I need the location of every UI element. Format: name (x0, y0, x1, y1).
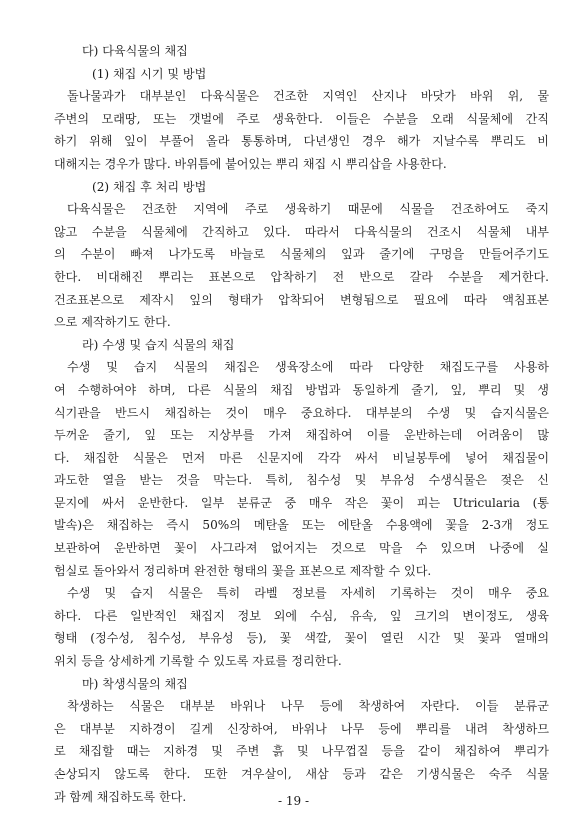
paragraph-line: 두꺼운 줄기, 잎 또는 지상부를 가져 채집하여 이를 운반하는데 어려움이 많 (54, 428, 549, 443)
paragraph-line: 형태 (정수성, 침수성, 부유성 등), 꽃 색깔, 꽃이 열린 시간 및 꽃과 열매의 (54, 631, 549, 646)
paragraph-line: 대해지는 경우가 많다. 바위틈에 붙어있는 뿌리 채집 시 뿌리삽을 사용한다. (54, 156, 447, 171)
paragraph-line: 수생 및 습지 식물은 특히 라벨 정보를 자세히 기록하는 것이 매우 중요 (67, 586, 549, 601)
page-number: - 19 - (277, 794, 309, 808)
paragraph-line: 로 채집할 때는 지하경 및 주변 흙 및 나무껍질 등을 같이 채집하여 뿌리가 (54, 744, 549, 759)
paragraph-line: 험실로 돌아와서 정리하며 완전한 형태의 꽃을 표본으로 제작할 수 있다. (54, 563, 432, 578)
paragraph-line: 손상되지 않도록 한다. 또한 겨우살이, 새삼 등과 같은 기생식물은 숙주 식물 (54, 767, 549, 781)
page-content (54, 40, 549, 808)
paragraph-line: 다육식물은 건조한 지역에 주로 생육하기 때문에 식물을 건조하여도 죽지 (67, 202, 549, 217)
paragraph-line: 의 수분이 빠져 나가도록 바늘로 식물체의 잎과 줄기에 구멍을 만들어주기도 (54, 247, 549, 262)
paragraph-line: 보관하여 운반하면 꽃이 사그라져 없어지는 것으로 막을 수 있으며 나중에 실 (54, 541, 549, 556)
paragraph-line: 과 함께 채집하도록 한다. (54, 789, 187, 804)
paragraph-line: 주변의 모래땅, 또는 갯벌에 주로 생육한다. 이들은 수분을 오래 식물체에 간직 (54, 111, 549, 126)
paragraph-line: 한다. 비대해진 뿌리는 표본으로 압착하기 전 반으로 갈라 수분을 제거한다. (54, 269, 549, 284)
paragraph-line: 수생 및 습지 식물의 채집은 생육장소에 따라 다양한 채집도구를 사용하 (67, 360, 549, 375)
subheading-collection-method: (1) 채집 시기 및 방법 (92, 66, 207, 81)
paragraph-line: 여 수행하여야 하며, 다른 식물의 채집 방법과 동일하게 줄기, 잎, 뿌리 및 생 (54, 382, 549, 397)
paragraph-line: 하다. 다른 일반적인 채집지 정보 외에 수심, 유속, 잎 크기의 변이정도, 생육 (54, 608, 549, 623)
paragraph-line: 다. 채집한 식물은 먼저 마른 신문지에 각각 싸서 비닐봉투에 넣어 채집물이 (54, 450, 549, 465)
paragraph-line: 식기관을 반드시 채집하는 것이 매우 중요하다. 대부분의 수생 및 습지식물은 (54, 405, 549, 420)
paragraph-line: 건조표본으로 제작시 잎의 형태가 압착되어 변형됨으로 필요에 따라 액침표본 (54, 292, 549, 307)
section-heading-epiphyte: 마) 착생식물의 채집 (82, 676, 188, 691)
paragraph-line: 위치 등을 상세하게 기록할 수 있도록 자료를 정리한다. (54, 654, 342, 669)
paragraph-line: 문지에 싸서 운반한다. 일부 분류군 중 매우 작은 꽃이 피는 Utricularia (통 (54, 495, 549, 510)
paragraph-line: 으로 제작하기도 한다. (54, 315, 171, 330)
paragraph-line: 돌나물과가 대부분인 다육식물은 건조한 지역인 산지나 바닷가 바위 위, 물 (67, 89, 549, 104)
paragraph-line: 과도한 열을 받는 것을 막는다. 특히, 침수성 및 부유성 수생식물은 젖은 신 (54, 473, 549, 488)
section-heading-succulent: 다) 다육식물의 채집 (82, 44, 188, 58)
section-heading-aquatic: 라) 수생 및 습지 식물의 채집 (82, 337, 235, 352)
paragraph-line: 착생하는 식물은 대부분 바위나 나무 등에 착생하여 자란다. 이들 분류군 (67, 699, 549, 714)
subheading-post-processing: (2) 채집 후 처리 방법 (92, 179, 207, 194)
paragraph-line: 발속)은 채집하는 즉시 50%의 메탄올 또는 에탄올 수용액에 꽃을 2-3개 정도 (54, 518, 549, 533)
paragraph-line: 하기 위해 잎이 부풀어 올라 통통하며, 다년생인 경우 해가 지날수록 뿌리도 비 (54, 134, 549, 149)
paragraph-line: 은 대부분 지하경이 길게 신장하여, 바위나 나무 등에 뿌리를 내려 착생하므 (54, 721, 549, 736)
paragraph-line: 않고 수분을 식물체에 간직하고 있다. 따라서 다육식물의 건조시 식물체 내부 (54, 224, 549, 239)
